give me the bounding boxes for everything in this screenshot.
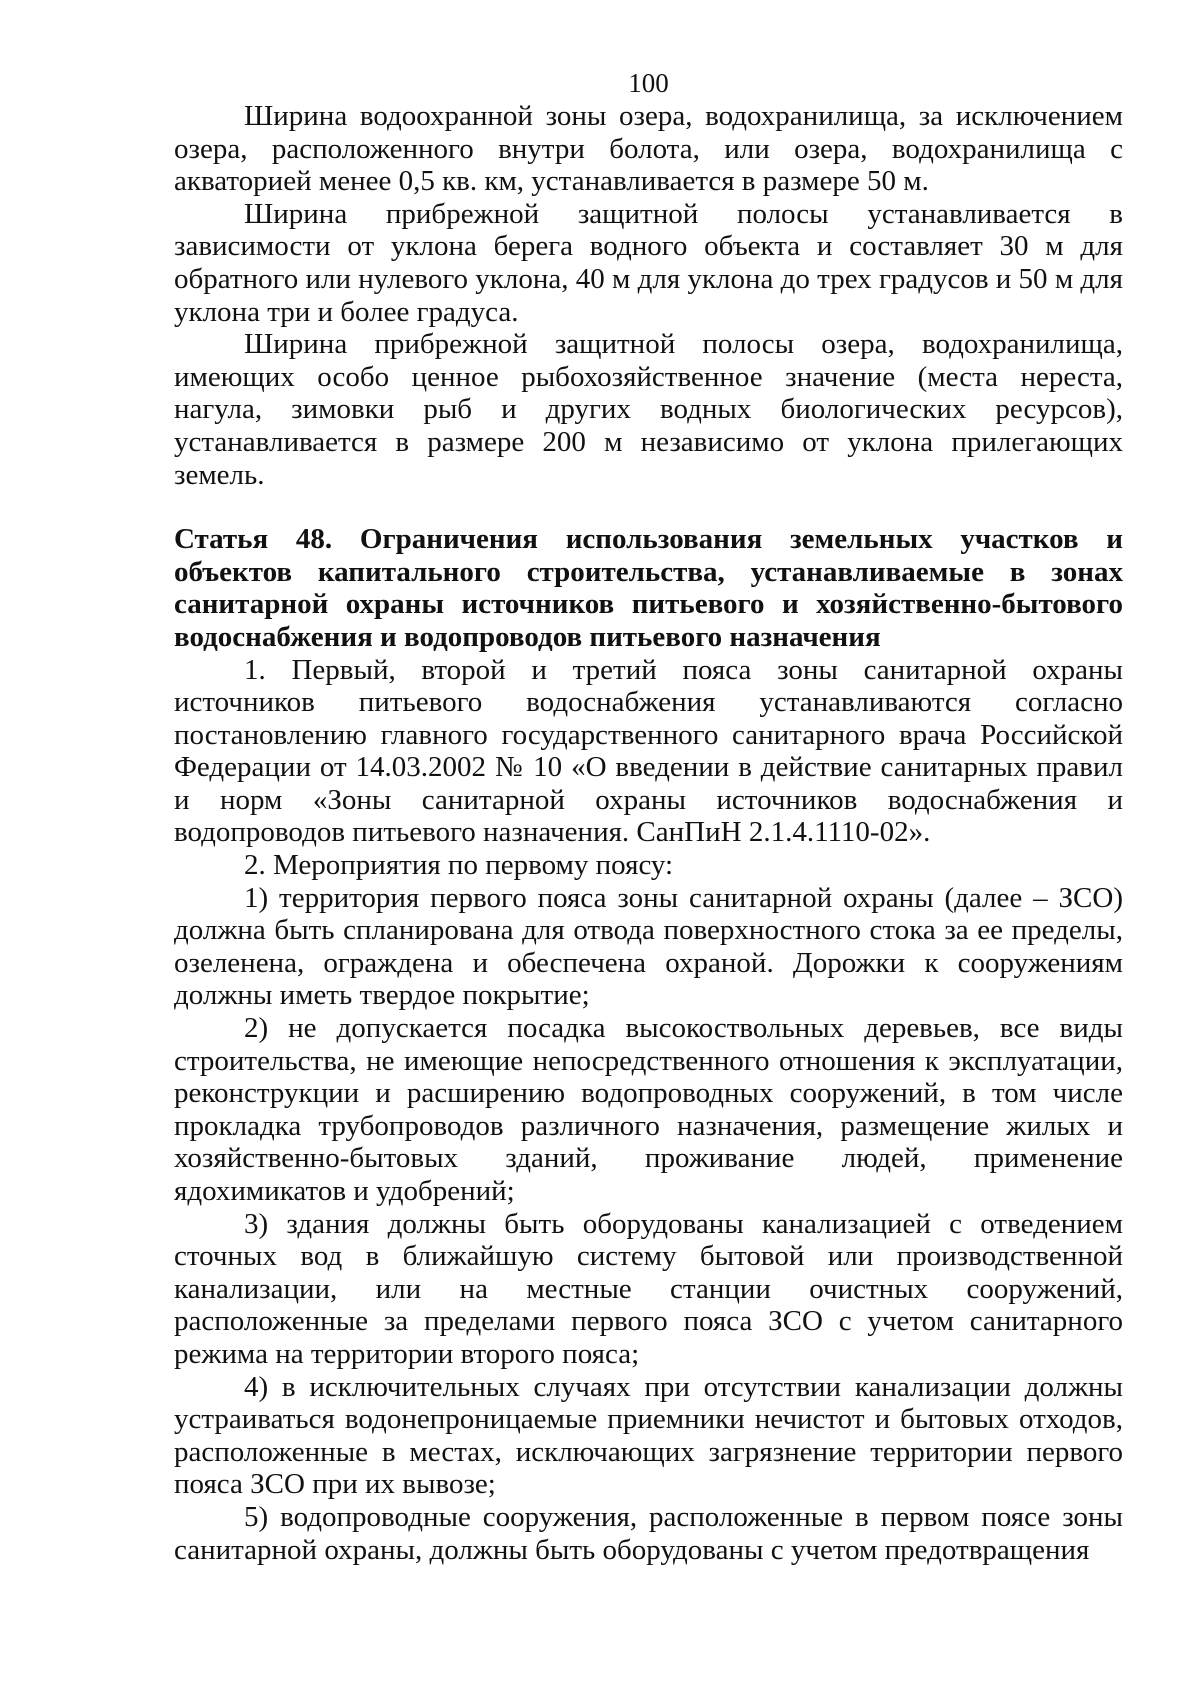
paragraph-subitem-5: 5) водопроводные сооружения, расположенные в первом поясе зоны санитарной охраны, должны быть оборудованы с учетом предотвращения [174, 1500, 1123, 1566]
paragraph-subitem-2: 2) не допускается посадка высокоствольных деревьев, все виды строительства, не имеющие непосредственного отношения к эксплуатации, реконструкции и расширению водопроводных сооружений, в том числе прокладка трубопроводов различного назначения, размещение жилых и хозяйственно-бытовых зданий, проживание людей, применение ядохимикатов и удобрений; [174, 1012, 1123, 1207]
page-number: 100 [628, 68, 669, 98]
paragraph-fishery-strip-width: Ширина прибрежной защитной полосы озера, водохранилища, имеющих особо ценное рыбохозяйственное значение (места нереста, нагула, зимовки рыб и других водных биологических ресурсов), устанавливается в размере 200 м независимо от уклона прилегающих земель. [174, 328, 1123, 491]
article-48-heading: Статья 48. Ограничения использования земельных участков и объектов капитального строительства, устанавливаемые в зонах санитарной охраны источников питьевого и хозяйственно-бытового водоснабжения и водопроводов питьевого назначения [174, 523, 1123, 653]
paragraph-coastal-strip-width: Ширина прибрежной защитной полосы устанавливается в зависимости от уклона берега водного объекта и составляет 30 м для обратного или нулевого уклона, 40 м для уклона до трех градусов и 50 м для уклона три и более градуса. [174, 197, 1123, 328]
paragraph-subitem-3: 3) здания должны быть оборудованы канализацией с отведением сточных вод в ближайшую систему бытовой или производственной канализации, или на местные станции очистных сооружений, расположенные за пределами первого пояса ЗСО с учетом санитарного режима на территории второго пояса; [174, 1207, 1123, 1370]
document-page [174, 68, 1123, 1566]
paragraph-item-1: 1. Первый, второй и третий пояса зоны санитарной охраны источников питьевого водоснабжения устанавливаются согласно постановлению главного государственного санитарного врача Российской Федерации от 14.03.2002 № 10 «О введении в действие санитарных правил и норм «Зоны санитарной охраны источников водоснабжения и водопроводов питьевого назначения. СанПиН 2.1.4.1110-02». [174, 653, 1123, 849]
paragraph-item-2: 2. Мероприятия по первому поясу: [244, 849, 674, 882]
paragraph-subitem-4: 4) в исключительных случаях при отсутствии канализации должны устраиваться водонепроницаемые приемники нечистот и бытовых отходов, расположенные в местах, исключающих загрязнение территории первого пояса ЗСО при их вывозе; [174, 1370, 1123, 1501]
paragraph-subitem-1: 1) территория первого пояса зоны санитарной охраны (далее – ЗСО) должна быть спланирована для отвода поверхностного стока за ее пределы, озеленена, ограждена и обеспечена охраной. Дорожки к сооружениям должны иметь твердое покрытие; [174, 881, 1123, 1012]
paragraph-water-protection-zone-width: Ширина водоохранной зоны озера, водохранилища, за исключением озера, расположенного внутри болота, или озера, водохранилища с акваторией менее 0,5 кв. км, устанавливается в размере 50 м. [174, 100, 1123, 198]
